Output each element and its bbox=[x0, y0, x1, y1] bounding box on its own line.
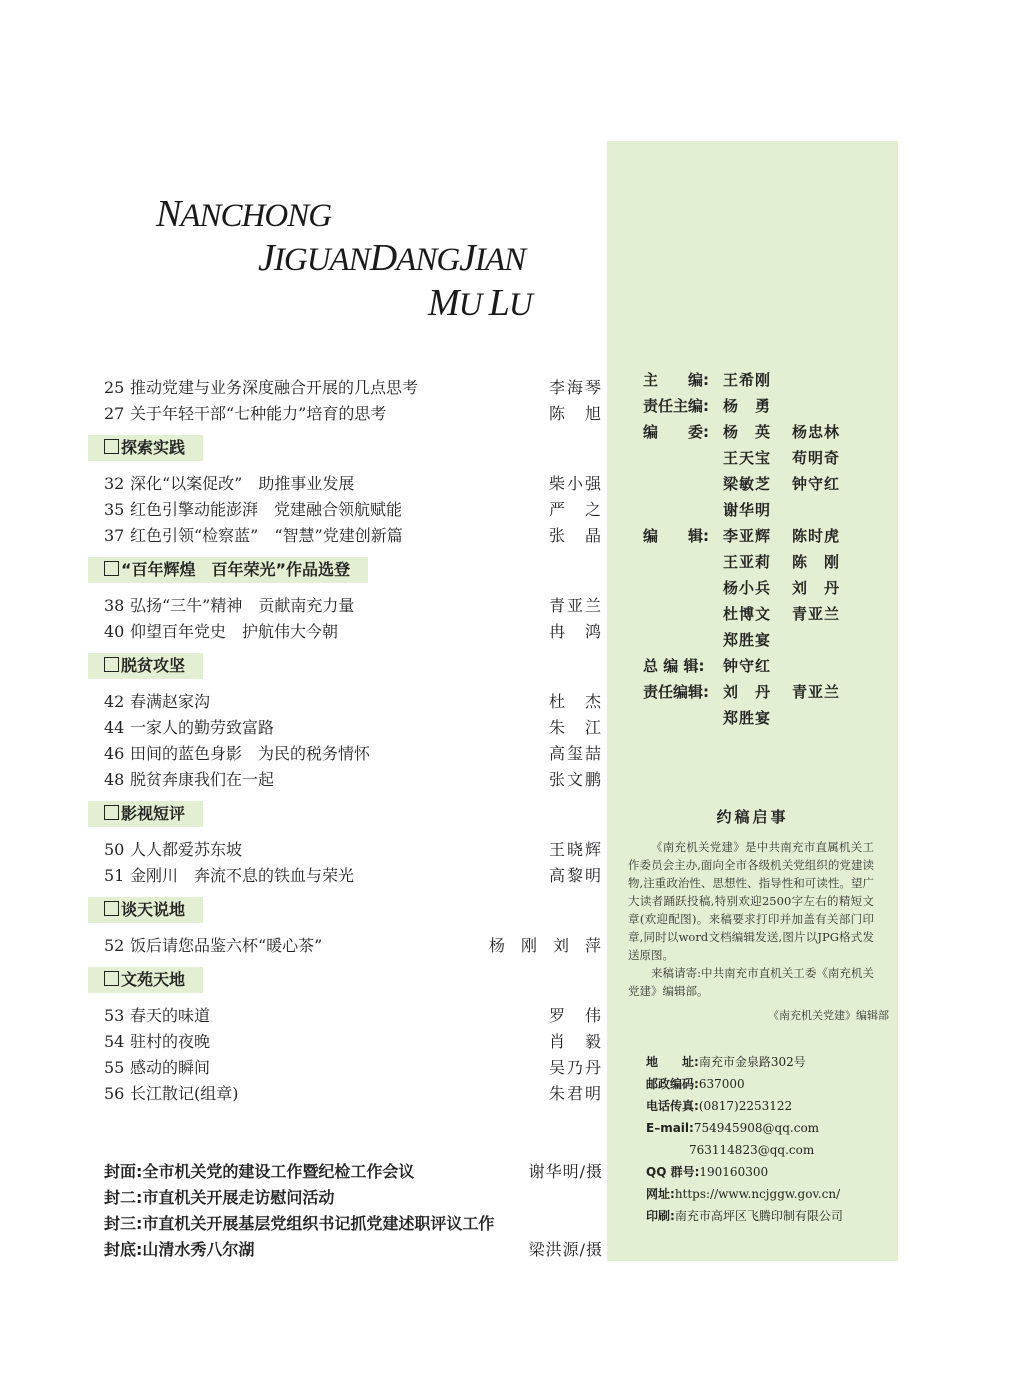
section-header bbox=[88, 801, 203, 827]
staff-name: 苟明奇 bbox=[792, 449, 841, 467]
logo-text: U bbox=[508, 287, 532, 323]
toc-entry[interactable] bbox=[88, 741, 603, 767]
section-header bbox=[88, 435, 203, 461]
article-title: 春满赵家沟 bbox=[130, 692, 211, 711]
contact-label: 印刷: bbox=[646, 1209, 675, 1223]
page-number: 40 bbox=[104, 622, 125, 641]
toc-entry[interactable] bbox=[88, 1081, 603, 1107]
notice-paragraph: 《南充机关党建》是中共南充市直属机关工作委员会主办,面向全市各级机关党组织的党建读物,注重政治性、思想性、指导性和可读性。望广大读者踊跃投稿,特别欢迎2500字左右的精短文章(欢迎配图)。来稿要求打印并加盖有关部门印章,同时以word文档编辑发送,图片以JPG格式发送原图。 bbox=[628, 840, 874, 962]
article-title: 脱贫奔康我们在一起 bbox=[130, 770, 275, 789]
section-title: 影视短评 bbox=[121, 804, 186, 823]
article-title: 驻村的夜晚 bbox=[130, 1032, 211, 1051]
toc-entry[interactable] bbox=[88, 933, 617, 959]
logo-cap: J bbox=[258, 237, 274, 279]
page-number: 46 bbox=[104, 744, 125, 763]
article-author: 青亚兰 bbox=[548, 596, 603, 615]
staff-name: 郑胜宴 bbox=[723, 631, 772, 649]
staff-name: 梁敏芝 bbox=[723, 475, 772, 493]
page-number: 32 bbox=[104, 474, 125, 493]
article-author: 肖 毅 bbox=[548, 1032, 603, 1051]
article-title: 弘扬“三牛”精神 贡献南充力量 bbox=[130, 596, 355, 615]
article-title: 关于年轻干部“七种能力”培育的思考 bbox=[130, 404, 387, 423]
article-author: 杨刚刘萍 bbox=[488, 936, 617, 955]
toc-entry[interactable] bbox=[88, 497, 603, 523]
phone-row bbox=[646, 1095, 896, 1117]
page-number: 44 bbox=[104, 718, 125, 737]
article-title: 金刚川 奔流不息的铁血与荣光 bbox=[130, 866, 355, 885]
email-link[interactable]: 763114823@qq.com bbox=[689, 1143, 815, 1157]
section-header bbox=[88, 967, 203, 993]
logo-cap: L bbox=[488, 282, 509, 324]
logo-line-2 bbox=[258, 236, 525, 280]
article-title: 仰望百年党史 护航伟大今朝 bbox=[130, 622, 339, 641]
logo-cap: J bbox=[459, 237, 476, 279]
logo-text: ANCHONG bbox=[180, 198, 332, 234]
square-icon bbox=[104, 561, 119, 576]
article-title: 深化“以案促改” 助推事业发展 bbox=[130, 474, 355, 493]
staff-name: 陈 刚 bbox=[792, 553, 841, 571]
toc-entry[interactable] bbox=[88, 767, 603, 793]
logo-line-1 bbox=[156, 192, 331, 236]
article-author: 罗 伟 bbox=[548, 1006, 603, 1025]
toc-entry[interactable] bbox=[88, 715, 603, 741]
toc-entry[interactable] bbox=[88, 837, 603, 863]
article-author: 吴乃丹 bbox=[548, 1058, 603, 1077]
caption-text: 封三:市直机关开展基层党组织书记抓党建述职评议工作 bbox=[104, 1214, 495, 1233]
staff-name: 刘 丹 bbox=[723, 683, 772, 701]
toc-entry[interactable] bbox=[88, 689, 603, 715]
article-title: 人人都爱苏东坡 bbox=[130, 840, 243, 859]
staff-row bbox=[643, 575, 893, 601]
article-author: 冉 鸿 bbox=[548, 622, 603, 641]
contact-label: 地 址: bbox=[646, 1055, 699, 1069]
contact-label: 电话传真: bbox=[646, 1099, 699, 1113]
caption-text: 封底:山清水秀八尔湖 bbox=[104, 1240, 255, 1259]
article-author: 高黎明 bbox=[548, 866, 603, 885]
article-author: 陈 旭 bbox=[548, 404, 603, 423]
page-number: 37 bbox=[104, 526, 125, 545]
postcode-row bbox=[646, 1073, 896, 1095]
article-title: 饭后请您品鉴六杯“暖心茶” bbox=[130, 936, 323, 955]
staff-name: 杜博文 bbox=[723, 605, 772, 623]
page-number: 51 bbox=[104, 866, 125, 885]
toc-entry[interactable] bbox=[88, 593, 603, 619]
caption-text: 封面:全市机关党的建设工作暨纪检工作会议 bbox=[104, 1162, 415, 1181]
contact-value: 南充市高坪区飞腾印制有限公司 bbox=[674, 1209, 843, 1223]
logo-text: ANG bbox=[396, 242, 460, 278]
section-header bbox=[88, 897, 203, 923]
section-title: 脱贫攻坚 bbox=[121, 656, 186, 675]
staff-role: 编 辑: bbox=[643, 527, 709, 545]
article-author: 王晓辉 bbox=[548, 840, 603, 859]
page-number: 27 bbox=[104, 404, 125, 423]
logo-cap: N bbox=[156, 193, 181, 235]
staff-role: 责任主编: bbox=[643, 397, 709, 415]
notice-title: 约稿启事 bbox=[716, 808, 789, 826]
staff-name: 王希刚 bbox=[723, 371, 772, 389]
staff-row bbox=[643, 549, 893, 575]
notice-body bbox=[628, 838, 874, 1000]
article-author: 杜 杰 bbox=[548, 692, 603, 711]
logo-line-3 bbox=[428, 281, 532, 325]
page-number: 35 bbox=[104, 500, 125, 519]
logo-text: IAN bbox=[475, 242, 526, 278]
staff-row bbox=[643, 705, 893, 731]
website-link[interactable]: https://www.ncjggw.gov.cn/ bbox=[674, 1187, 841, 1201]
printer-row bbox=[646, 1205, 896, 1227]
staff-name: 钟守红 bbox=[792, 475, 841, 493]
article-author: 高玺喆 bbox=[548, 744, 603, 763]
contact-label: 邮政编码: bbox=[646, 1077, 699, 1091]
contact-label: E–mail: bbox=[646, 1121, 694, 1135]
staff-name: 陈时虎 bbox=[792, 527, 841, 545]
staff-row bbox=[643, 627, 893, 653]
email-link[interactable]: 754945908@qq.com bbox=[693, 1121, 820, 1135]
staff-name: 李亚辉 bbox=[723, 527, 772, 545]
toc-entry[interactable] bbox=[88, 523, 603, 549]
square-icon bbox=[104, 805, 119, 820]
qq-row bbox=[646, 1161, 896, 1183]
contact-value: 190160300 bbox=[699, 1165, 769, 1179]
article-author: 李海琴 bbox=[548, 378, 603, 397]
section-title: 文苑天地 bbox=[121, 970, 186, 989]
staff-row bbox=[643, 367, 893, 393]
logo-text: U bbox=[458, 287, 482, 323]
article-title: 长江散记(组章) bbox=[130, 1084, 239, 1103]
staff-name: 郑胜宴 bbox=[723, 709, 772, 727]
staff-name: 王天宝 bbox=[723, 449, 772, 467]
website-row bbox=[646, 1183, 896, 1205]
address-row bbox=[646, 1051, 896, 1073]
logo-text: IGUAN bbox=[273, 242, 370, 278]
contact-label: QQ 群号: bbox=[646, 1165, 700, 1179]
editorial-staff bbox=[643, 367, 893, 731]
section-header bbox=[88, 653, 203, 679]
logo-cap: M bbox=[428, 282, 459, 324]
contact-info bbox=[646, 1051, 896, 1227]
article-author: 柴小强 bbox=[548, 474, 603, 493]
article-title: 感动的瞬间 bbox=[130, 1058, 211, 1077]
staff-name: 青亚兰 bbox=[792, 683, 841, 701]
caption-text: 封二:市直机关开展走访慰问活动 bbox=[104, 1188, 335, 1207]
toc-entry[interactable] bbox=[88, 619, 603, 645]
section-header bbox=[88, 557, 368, 583]
page-number: 50 bbox=[104, 840, 125, 859]
section-title: “百年辉煌 百年荣光”作品选登 bbox=[121, 560, 351, 579]
page-number: 42 bbox=[104, 692, 125, 711]
page-number: 55 bbox=[104, 1058, 125, 1077]
cover-caption bbox=[104, 1237, 603, 1263]
email-row bbox=[646, 1139, 896, 1161]
staff-role: 责任编辑: bbox=[643, 683, 709, 701]
section-title: 谈天说地 bbox=[121, 900, 186, 919]
toc-entry[interactable] bbox=[88, 471, 603, 497]
contact-value: (0817)2253122 bbox=[698, 1099, 793, 1113]
cover-caption bbox=[104, 1159, 603, 1185]
photo-credit: 谢华明/摄 bbox=[528, 1162, 603, 1181]
staff-role: 编 委: bbox=[643, 423, 709, 441]
cover-caption bbox=[104, 1185, 603, 1211]
email-row bbox=[646, 1117, 896, 1139]
staff-name: 杨 勇 bbox=[723, 397, 772, 415]
staff-name: 谢华明 bbox=[723, 501, 772, 519]
staff-role: 总 编 辑: bbox=[643, 657, 705, 675]
page-number: 54 bbox=[104, 1032, 125, 1051]
staff-row bbox=[643, 601, 893, 627]
toc-entry[interactable] bbox=[88, 1029, 603, 1055]
toc-entry[interactable] bbox=[88, 1055, 603, 1081]
article-title: 一家人的勤劳致富路 bbox=[130, 718, 275, 737]
square-icon bbox=[104, 657, 119, 672]
toc-entry[interactable] bbox=[88, 375, 603, 401]
article-author: 朱 江 bbox=[548, 718, 603, 737]
staff-row bbox=[643, 653, 893, 679]
article-title: 春天的味道 bbox=[130, 1006, 211, 1025]
staff-row bbox=[643, 393, 893, 419]
toc-entry[interactable] bbox=[88, 1003, 603, 1029]
article-author: 张 晶 bbox=[548, 526, 603, 545]
page-number: 38 bbox=[104, 596, 125, 615]
cover-captions bbox=[104, 1159, 603, 1263]
article-title: 红色引擎动能澎湃 党建融合领航赋能 bbox=[130, 500, 403, 519]
staff-row bbox=[643, 497, 893, 523]
staff-name: 杨 英 bbox=[723, 423, 772, 441]
page-number: 52 bbox=[104, 936, 125, 955]
toc-entry[interactable] bbox=[88, 401, 603, 427]
staff-row bbox=[643, 471, 893, 497]
staff-role: 主 编: bbox=[643, 371, 709, 389]
staff-name: 杨忠林 bbox=[792, 423, 841, 441]
staff-name: 青亚兰 bbox=[792, 605, 841, 623]
staff-row bbox=[643, 523, 893, 549]
article-author: 朱君明 bbox=[548, 1084, 603, 1103]
article-title: 推动党建与业务深度融合开展的几点思考 bbox=[130, 378, 419, 397]
section-title: 探索实践 bbox=[121, 438, 186, 457]
logo-cap: D bbox=[369, 237, 397, 279]
square-icon bbox=[104, 971, 119, 986]
staff-row bbox=[643, 679, 893, 705]
page-number: 56 bbox=[104, 1084, 125, 1103]
article-author: 张文鹏 bbox=[548, 770, 603, 789]
page-number: 25 bbox=[104, 378, 125, 397]
square-icon bbox=[104, 901, 119, 916]
staff-name: 王亚莉 bbox=[723, 553, 772, 571]
article-title: 田间的蓝色身影 为民的税务情怀 bbox=[130, 744, 371, 763]
table-of-contents bbox=[88, 375, 617, 1107]
staff-row bbox=[643, 419, 893, 445]
toc-entry[interactable] bbox=[88, 863, 603, 889]
staff-name: 杨小兵 bbox=[723, 579, 772, 597]
photo-credit: 梁洪源/摄 bbox=[528, 1240, 603, 1259]
article-title: 红色引领“检察蓝” “智慧”党建创新篇 bbox=[130, 526, 403, 545]
page-number: 53 bbox=[104, 1006, 125, 1025]
notice-signature: 《南充机关党建》编辑部 bbox=[768, 1009, 889, 1022]
staff-name: 刘 丹 bbox=[792, 579, 841, 597]
contact-value: 南充市金泉路302号 bbox=[698, 1055, 806, 1069]
staff-name: 钟守红 bbox=[723, 657, 772, 675]
contact-label: 网址: bbox=[646, 1187, 675, 1201]
cover-caption bbox=[104, 1211, 603, 1237]
square-icon bbox=[104, 439, 119, 454]
article-author: 严 之 bbox=[548, 500, 603, 519]
contact-value: 637000 bbox=[698, 1077, 745, 1091]
notice-paragraph: 来稿请寄:中共南充市直机关工委《南充机关党建》编辑部。 bbox=[628, 966, 874, 998]
page-number: 48 bbox=[104, 770, 125, 789]
staff-row bbox=[643, 445, 893, 471]
